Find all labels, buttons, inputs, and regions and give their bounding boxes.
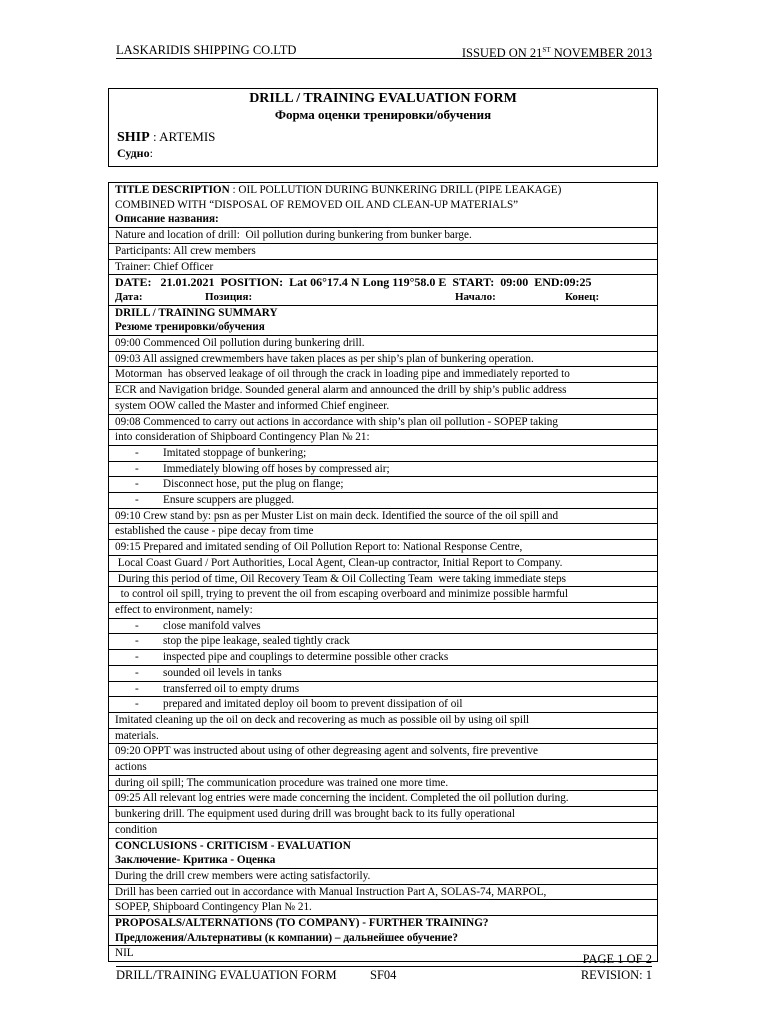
summary-row [109,336,658,352]
summary-line: established the cause - pipe decay from time [115,525,314,538]
company-name: LASKARIDIS SHIPPING CO.LTD [116,43,297,57]
proposals-label-ru: Предложения/Альтернативы (к компании) – дальнейшее обучение? [115,931,458,944]
trainer-row [109,259,658,275]
conclusions-label-ru: Заключение- Критика - Оценка [115,854,276,867]
cell-line [115,320,651,335]
table-cell [109,712,658,728]
table-cell [109,884,658,900]
title-desc-label: TITLE DESCRIPTION [115,184,230,196]
ship-value: ARTEMIS [159,129,216,144]
summary-row [109,430,658,446]
summary-row [109,540,658,556]
ship-label-ru-sep: : [149,146,153,160]
title-desc-label-ru: Описание названия: [115,213,219,226]
bullet-dash: - [135,619,139,632]
table-cell [109,946,658,962]
date-ru-label: Начало: [455,290,496,303]
conclusions-line: SOPEP, Shipboard Contingency Plan № 21. [115,901,312,914]
proposals-header-row [109,916,658,946]
issued-suffix: NOVEMBER 2013 [550,46,652,60]
summary-row [109,760,658,776]
bullet-text: Immediately blowing off hoses by compressed air; [163,462,390,475]
summary-line: condition [115,823,158,836]
cell-line [115,306,651,321]
table-cell [109,587,658,603]
summary-row [109,508,658,524]
conclusions-row [109,868,658,884]
summary-row [109,728,658,744]
table-cell [109,351,658,367]
summary-line: 09:15 Prepared and imitated sending of Oil Pollution Report to: National Response Centre, [115,541,523,554]
date-row [109,275,658,305]
date-ru-label: Конец: [565,290,600,303]
nature-text: Nature and location of drill: Oil pollution during bunkering from bunker barge. [115,229,472,242]
table-cell [109,697,658,713]
proposals-value: NIL [115,947,134,960]
summary-line: Local Coast Guard / Port Authorities, Local Agent, Clean-up contractor, Initial Report to Company. [115,556,563,569]
conclusions-header-row [109,838,658,868]
table-cell [109,461,658,477]
bullet-row [109,650,658,666]
bullet-row [109,493,658,509]
summary-line: bunkering drill. The equipment used during drill was brought back to its fully operational [115,808,515,821]
title-desc-row [109,183,658,228]
proposals-label: PROPOSALS/ALTERNATIONS (TO COMPANY) - FURTHER TRAINING? [115,917,489,930]
summary-line: Imitated cleaning up the oil on deck and recovering as much as possible oil by using oil spill [115,713,530,726]
summary-line: 09:25 All relevant log entries were made concerning the incident. Completed the oil pollution during. [115,792,569,805]
date-text: DATE: 21.01.2021 POSITION: Lat 06°17.4 N Long 119°58.0 E START: 09:00 END:09:25 [115,275,592,290]
page-header [116,42,652,59]
summary-row [109,571,658,587]
summary-row [109,775,658,791]
bullet-text: Disconnect hose, put the plug on flange; [163,478,344,491]
title-desc-text2: COMBINED WITH “DISPOSAL OF REMOVED OIL AND CLEAN-UP MATERIALS” [115,198,519,211]
summary-row [109,555,658,571]
table-cell [109,791,658,807]
title-desc-line [115,183,651,198]
bullet-dash: - [135,478,139,491]
summary-line: effect to environment, namely: [115,603,253,616]
summary-line: 09:08 Commenced to carry out actions in accordance with ship’s plan oil pollution - SOPEP taking [115,415,558,428]
summary-line: to control oil spill, trying to prevent the oil from escaping overboard and minimize possible harmful [115,588,568,601]
bullet-row [109,697,658,713]
summary-row [109,602,658,618]
conclusions-label: CONCLUSIONS - CRITICISM - EVALUATION [115,839,351,852]
table-cell [109,398,658,414]
bullet-row [109,461,658,477]
summary-row [109,791,658,807]
table-cell [109,414,658,430]
bullet-row [109,477,658,493]
summary-row [109,351,658,367]
conclusions-row [109,900,658,916]
date-line [115,275,651,290]
date-ru-label: Дата: [115,290,143,303]
table-cell [109,760,658,776]
issued-sup: ST [542,46,551,54]
bullet-text: transferred oil to empty drums [163,682,300,695]
issued-date [462,42,652,61]
table-cell [109,775,658,791]
summary-line: materials. [115,729,159,742]
bullet-dash: - [135,462,139,475]
conclusions-line: Drill has been carried out in accordance with Manual Instruction Part A, SOLAS-74, MARPOL, [115,885,547,898]
summary-line: During this period of time, Oil Recovery Team & Oil Collecting Team were taking immediate steps [115,572,567,585]
ship-label-ru: Судно [117,146,150,160]
table-cell [109,367,658,383]
summary-line: 09:00 Commenced Oil pollution during bunkering drill. [115,337,365,350]
table-cell [109,305,658,335]
summary-line: Motorman has observed leakage of oil through the crack in loading pipe and immediately reported to [115,368,570,381]
summary-row [109,383,658,399]
bullet-text: inspected pipe and couplings to determine possible other cracks [163,651,449,664]
table-cell [109,681,658,697]
bullet-text: sounded oil levels in tanks [163,666,282,679]
title-desc-text: : OIL POLLUTION DURING BUNKERING DRILL (PIPE LEAKAGE) [229,184,562,196]
bullet-dash: - [135,635,139,648]
table-cell [109,524,658,540]
table-cell [109,259,658,275]
date-ru-line [115,290,651,305]
nature-row [109,228,658,244]
summary-row [109,587,658,603]
participants-text: Participants: All crew members [115,244,256,257]
bullet-text: stop the pipe leakage, sealed tightly crack [163,635,350,648]
table-cell [109,916,658,946]
table-cell [109,183,658,228]
summary-row [109,712,658,728]
table-cell [109,228,658,244]
ship-line [109,129,657,146]
bullet-row [109,445,658,461]
cell-line [115,839,651,854]
table-cell [109,822,658,838]
table-cell [109,540,658,556]
date-ru-label: Позиция: [205,290,253,303]
evaluation-table [108,182,658,962]
table-cell [109,336,658,352]
table-cell [109,744,658,760]
bullet-dash: - [135,651,139,664]
summary-line: during oil spill; The communication procedure was trained one more time. [115,776,449,789]
table-cell [109,508,658,524]
summary-line: actions [115,761,147,774]
bullet-dash: - [135,446,139,459]
bullet-text: Ensure scuppers are plugged. [163,494,295,507]
table-cell [109,602,658,618]
table-cell [109,665,658,681]
bullet-row [109,634,658,650]
table-cell [109,868,658,884]
participants-row [109,243,658,259]
ship-label: SHIP [117,130,150,145]
table-cell [109,838,658,868]
bullet-dash: - [135,698,139,711]
table-cell [109,571,658,587]
bullet-row [109,681,658,697]
ship-sep: : [149,129,160,144]
table-cell [109,807,658,823]
summary-line: ECR and Navigation bridge. Sounded general alarm and announced the drill by ship’s public address [115,384,567,397]
table-cell [109,430,658,446]
bullet-row [109,665,658,681]
ship-label-ru-line [109,146,657,160]
title-desc-line [115,212,651,227]
footer-revision: REVISION: 1 [580,968,652,982]
proposals-row [109,946,658,962]
summary-row [109,822,658,838]
bullet-text: Imitated stoppage of bunkering; [163,446,307,459]
footer-code: SF04 [370,968,397,982]
table-cell [109,445,658,461]
bullet-dash: - [135,666,139,679]
summary-row [109,367,658,383]
bullet-text: close manifold valves [163,619,261,632]
table-cell [109,243,658,259]
footer-form-name: DRILL/TRAINING EVALUATION FORM [116,968,337,982]
page-number: PAGE 1 OF 2 [582,952,652,966]
table-cell [109,383,658,399]
trainer-text: Trainer: Chief Officer [115,260,214,273]
table-cell [109,900,658,916]
table-cell [109,650,658,666]
bullet-row [109,618,658,634]
table-cell [109,275,658,305]
cell-line [115,853,651,868]
title-desc-line [115,198,651,213]
summary-row [109,398,658,414]
form-title: DRILL / TRAINING EVALUATION FORM [249,91,517,106]
conclusions-line: During the drill crew members were acting satisfactorily. [115,869,371,882]
summary-label: DRILL / TRAINING SUMMARY [115,306,278,319]
summary-line: into consideration of Shipboard Contingency Plan № 21: [115,431,370,444]
summary-line: 09:20 OPPT was instructed about using of other degreasing agent and solvents, fire preventive [115,745,538,758]
summary-label-ru: Резюме тренировки/обучения [115,321,265,334]
table-cell [109,555,658,571]
bullet-text: prepared and imitated deploy oil boom to prevent dissipation of oil [163,698,463,711]
table-cell [109,728,658,744]
summary-header-row [109,305,658,335]
summary-row [109,414,658,430]
conclusions-row [109,884,658,900]
table-cell [109,634,658,650]
summary-row [109,524,658,540]
bullet-dash: - [135,682,139,695]
page-footer [116,966,652,982]
cell-line [115,916,651,931]
summary-line: 09:03 All assigned crewmembers have taken places as per ship’s plan of bunkering operation. [115,352,534,365]
table-cell [109,618,658,634]
table-cell [109,493,658,509]
form-title-ru: Форма оценки тренировки/обучения [274,107,492,122]
summary-row [109,744,658,760]
bullet-dash: - [135,494,139,507]
table-cell [109,477,658,493]
issued-prefix: ISSUED ON 21 [461,46,543,60]
summary-row [109,807,658,823]
summary-line: system OOW called the Master and informed Chief engineer. [115,399,390,412]
form-title-box [108,88,658,167]
summary-line: 09:10 Crew stand by: psn as per Muster List on main deck. Identified the source of the oil spill and [115,509,559,522]
cell-line [115,931,651,946]
